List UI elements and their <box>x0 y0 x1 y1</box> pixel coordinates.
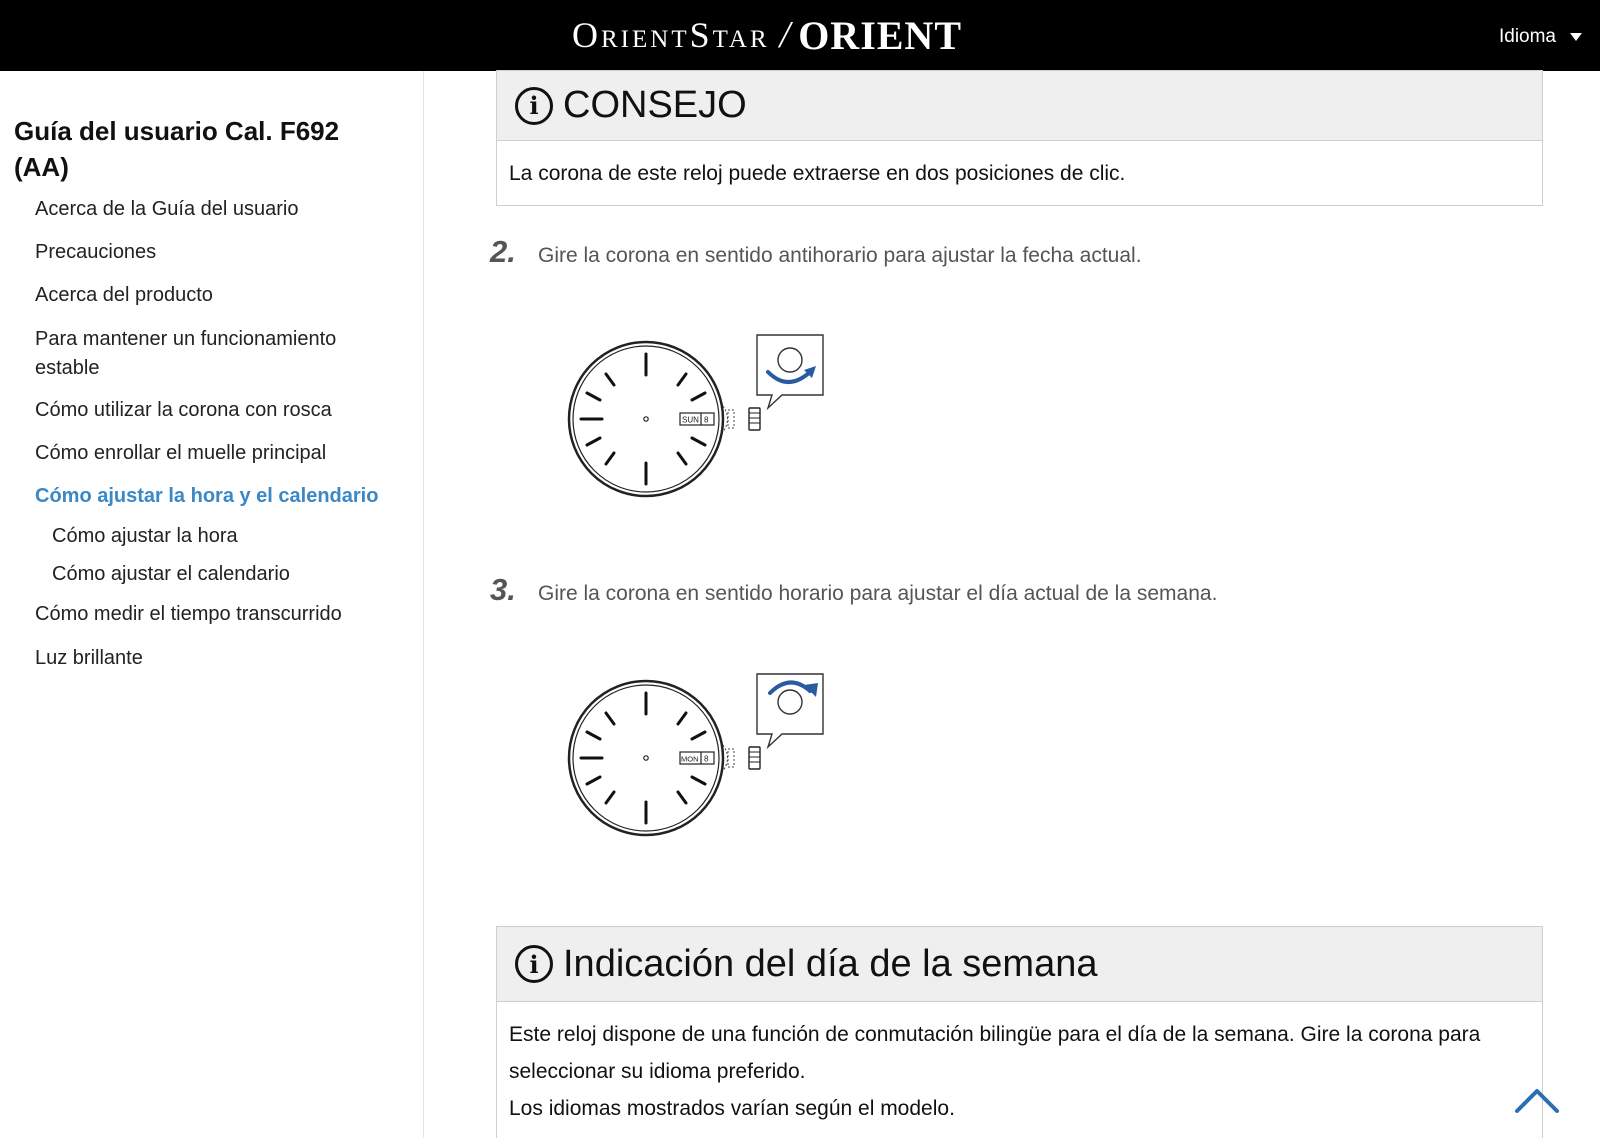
watch-dial-counterclockwise-illustration <box>560 330 830 500</box>
tip-box-body: La corona de este reloj puede extraerse en dos posiciones de clic. <box>509 162 1126 185</box>
nav-subitem-set-time[interactable]: Cómo ajustar la hora <box>52 525 238 547</box>
tip-box-title: CONSEJO <box>563 84 747 126</box>
tip-body-line-2: Los idiomas mostrados varían según el modelo. <box>509 1097 955 1120</box>
language-label: Idioma <box>1498 26 1556 47</box>
tip-box-title: Indicación del día de la semana <box>563 942 1098 985</box>
brand-logo[interactable] <box>572 12 962 58</box>
site-header <box>0 0 1600 71</box>
step-3 <box>490 572 1217 608</box>
tip-box-header <box>497 927 1542 1002</box>
language-selector[interactable] <box>1499 26 1582 48</box>
step-number: 3. <box>490 572 516 607</box>
nav-item-about-product[interactable]: Acerca del producto <box>35 284 213 306</box>
info-icon: i <box>515 87 553 125</box>
date-window-text: 8 <box>704 415 709 425</box>
tip-body-line-1: Este reloj dispone de una función de conmutación bilingüe para el día de la semana. Gire la corona para seleccionar su idioma preferido. <box>509 1023 1481 1083</box>
nav-item-stable-operation[interactable]: Para mantener un funcionamiento estable <box>35 328 337 379</box>
sidebar-title: Guía del usuario Cal. F692 (AA) <box>14 116 340 182</box>
nav-item-set-time-calendar[interactable]: Cómo ajustar la hora y el calendario <box>35 485 379 507</box>
chevron-up-icon <box>1514 1086 1560 1114</box>
tip-box-consejo <box>496 70 1543 206</box>
step-text: Gire la corona en sentido antihorario para ajustar la fecha actual. <box>538 244 1142 267</box>
tip-box-header <box>497 71 1542 141</box>
watch-illustration-step-2 <box>560 330 830 500</box>
tip-box-day-indication <box>496 926 1543 1138</box>
info-icon: i <box>515 945 553 983</box>
nav-item-wind-mainspring[interactable]: Cómo enrollar el muelle principal <box>35 442 327 464</box>
sidebar-nav <box>0 71 424 1138</box>
nav-item-elapsed-time[interactable]: Cómo medir el tiempo transcurrido <box>35 603 342 625</box>
date-window-text: 8 <box>704 754 709 764</box>
day-window-text: MON <box>681 754 699 764</box>
logo-divider: / <box>779 14 791 56</box>
day-window-text: SUN <box>682 415 699 425</box>
step-number: 2. <box>490 234 516 269</box>
tip-box-body <box>497 1002 1542 1127</box>
nav-item-about-guide[interactable]: Acerca de la Guía del usuario <box>35 198 299 220</box>
nav-item-screw-crown[interactable]: Cómo utilizar la corona con rosca <box>35 399 332 421</box>
caret-down-icon <box>1570 33 1582 41</box>
scroll-to-top-button[interactable] <box>1514 1086 1560 1114</box>
logo-orient-star: OrientStar <box>572 15 770 55</box>
nav-subitem-set-calendar[interactable]: Cómo ajustar el calendario <box>52 563 290 585</box>
watch-dial-clockwise-illustration <box>560 669 830 839</box>
logo-orient: ORIENT <box>798 12 962 58</box>
step-2 <box>490 234 1142 270</box>
nav-item-precautions[interactable]: Precauciones <box>35 241 157 263</box>
nav-item-lume[interactable]: Luz brillante <box>35 647 143 669</box>
watch-illustration-step-3 <box>560 669 830 839</box>
step-text: Gire la corona en sentido horario para ajustar el día actual de la semana. <box>538 582 1218 605</box>
